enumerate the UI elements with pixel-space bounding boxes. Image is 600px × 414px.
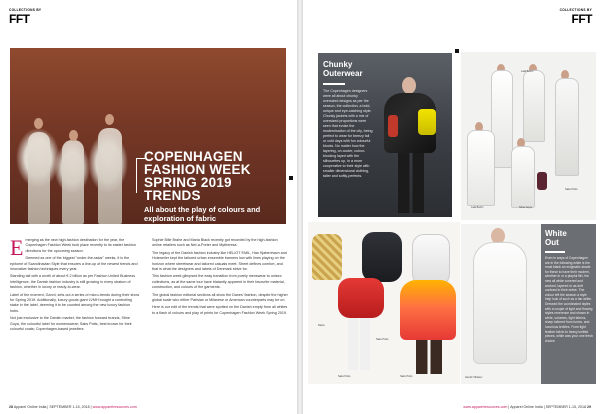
model-figure — [523, 70, 545, 142]
red-puffer-jacket — [338, 278, 384, 318]
issue-date: SEPTEMBER 1-15, 2018 — [545, 405, 586, 409]
model-legs — [348, 318, 370, 370]
white-puffer-jacket — [412, 234, 450, 286]
title-underline — [323, 83, 345, 85]
model-figure — [511, 146, 535, 208]
square-marker — [289, 176, 293, 180]
section-title — [545, 230, 567, 247]
hero-subtitle: All about the play of colours and exploration of fabric — [144, 205, 261, 223]
left-page — [0, 0, 297, 414]
article-paragraph: Deemed as one of the biggest "under-the-radar" weeks, it is the epitome of Scandinavian Style that ensures a line-up of the newest trends and innovative fashion techniques every year. — [10, 256, 138, 272]
magazine-name: Apparel Online India — [510, 405, 543, 409]
title-underline — [545, 251, 565, 253]
section-title — [323, 61, 363, 78]
orange-puffer-coat — [400, 280, 456, 340]
section-text: Even in ways of Copenhagen are in the following white is the most blank an enigmatic shade for these to have their modern, whether in or a playful flirt, the new all white covered and worked, layered or as deft contrast to their entire. The colour left the season a style help look of such as a fan white. Dressed the coordinated styles with a couple of light and flowing styles reverence and shown in white, volumes, light fabrics, sharp tailored from tunics, and luxurious textiles. From light feather fabric to heavy knitted pieces, white was your one fresh choice. — [545, 256, 593, 343]
jacket-panel-yellow — [418, 109, 436, 135]
photo-caption: Lala Berlin — [521, 70, 534, 73]
photo-caption: Lala Berlin — [471, 206, 484, 209]
hero-title-line: COPENHAGEN — [144, 149, 243, 164]
masthead-big: FFT — [571, 12, 592, 27]
hero-title-line: SPRING 2019 — [144, 175, 232, 190]
model-figure — [467, 130, 495, 206]
model-legs — [416, 340, 442, 374]
photo-caption: Saks Potts — [376, 338, 389, 341]
photo-caption: Saks Potts — [565, 188, 578, 191]
photo-caption: Rains — [318, 324, 325, 327]
section-title-line: Chunky — [323, 60, 353, 69]
masthead-big: FFT — [9, 12, 30, 27]
section-title-line: Out — [545, 237, 559, 247]
model-head — [69, 130, 78, 141]
model-figure — [62, 140, 84, 224]
model-figure — [555, 78, 579, 176]
site-link[interactable]: www.apparelresources.com — [92, 405, 137, 409]
article-paragraph: The global fashion editorial sections all show the Danes' fashion, despite the higher global scale who either Parisian or Milanese or American counterparts may be on. — [152, 292, 288, 303]
photo-caption: Saks Potts — [338, 375, 351, 378]
footer-right: www.apparelresources.com | Apparel Online India | SEPTEMBER 1-15, 2018 29 — [463, 405, 591, 409]
article-paragraph: This fashion week glimpsed the easy transition from purely menswear to unisex collections, as at the same tour have blatantly apparent in their favourite material, construction, and colours of the garments. — [152, 274, 285, 290]
dark-puffer-jacket — [362, 232, 402, 282]
jacket-panel-red — [388, 115, 398, 137]
article-paragraph: Label of the moment, Ganni, sets out a series of micro-trends during their show for Spring 2019. Additionally, luxury goods giant LVMH bought a controlling stake in the label, deeming it to be counted among the new luxury fashion hubs. — [10, 292, 140, 313]
model-figure — [98, 128, 122, 224]
masthead-small: COLLECTIONS BY — [9, 8, 42, 12]
right-page — [303, 0, 600, 414]
chunky-outerwear-image — [318, 53, 452, 217]
article-column-2 — [152, 238, 288, 318]
masthead-logo — [560, 9, 592, 25]
site-link[interactable]: www.apparelresources.com — [463, 405, 508, 409]
page-number: 28 — [9, 405, 13, 409]
magazine-name: Apparel Online India — [13, 405, 47, 409]
white-coat — [473, 242, 527, 364]
article-paragraph: Sophie Bille Brahe and Maria Black recently got recorded by the high-fashion online retailers such as Net-a-Porter and Mytheresa. — [152, 238, 278, 248]
section-title-line: White — [545, 229, 567, 238]
article-paragraph: merging as the new high-fashion destination for the year, the Copenhagen Fashion Week took place recently to its easter fashion directions for the upcoming season. — [25, 238, 136, 253]
white-out-panel — [541, 224, 596, 384]
handbag — [537, 172, 547, 190]
runway-group-image — [461, 52, 596, 220]
article-paragraph: Standing tall with a worth of about € 2 billion as per Fashion United Business Intelligence, the Danish fashion industry is still growing in every stratum of fashion, whether in luxury or ready-to-wear. — [10, 274, 136, 290]
section-title-line: Outerwear — [323, 68, 363, 78]
masthead-small: COLLECTIONS BY — [559, 8, 592, 12]
page-number: 29 — [587, 405, 591, 409]
hero-title-line: TRENDS — [144, 188, 201, 203]
square-marker — [455, 49, 459, 53]
article-column-1 — [10, 235, 140, 335]
article-paragraph: Not just exclusive to the Danish market, the fashion forward brands, Stine Goya, the colourful label for womenswear; Saks Potts, best known for their colourful coats; Copenhagen-based jewellers — [10, 316, 132, 332]
photo-caption: Henrik Vibskov — [465, 376, 483, 379]
photo-caption: Stine Goya — [519, 206, 532, 209]
model-figure — [28, 132, 50, 224]
footer-left: 28 Apparel Online India | SEPTEMBER 1-15, 2018 | www.apparelresources.com — [9, 405, 137, 409]
hero-title-line: FASHION WEEK — [144, 162, 251, 177]
photo-caption: Saks Potts — [400, 375, 413, 378]
issue-date: SEPTEMBER 1-15, 2018 — [49, 405, 90, 409]
plaid-coat — [312, 234, 342, 280]
model-head — [105, 114, 114, 125]
hero-title-block — [144, 150, 284, 223]
article-paragraph: The legacy of the Danish fashion industry like HELIOT EMIL, Han Kjøbenhavn and Holzweiler kept the tailored urban ensemble banners low with lines playing on the horizon where streetwear and tailored casuals meet. Street defines comfort, and that is what the designers and labels of Denmark strive for. — [152, 250, 287, 272]
article-paragraph: Here is our edit of the trends that were spotted on the Danish empty from all whites to a flash of colours and play of prints for Copenhagen Fashion Week Spring 2019. — [152, 305, 288, 315]
drop-cap: E — [10, 235, 24, 260]
hero-image — [10, 48, 286, 224]
white-out-image — [461, 224, 596, 384]
model-legs — [398, 153, 424, 213]
section-text: The Copenhagen designers were all about chunky oversized designs as per the season, the collection, a bold, unique and eye-catching style. Chunky jackets with a mix of oversized proportions were seen that evoke the modernisation of the city, being perfect to wear for breezy fall or cold days with fun colourful blocks. No matter how the layering, on cooler, colour-blocking layed with the silhouettes up, in a more cooperative to their style with smaller dimensional clothing, taller and softly-perfects. — [323, 89, 373, 178]
model-head — [402, 77, 416, 94]
masthead-logo — [9, 9, 41, 25]
colourful-puffers-image — [308, 222, 460, 384]
model-head — [34, 118, 43, 129]
title-frame — [136, 158, 145, 193]
